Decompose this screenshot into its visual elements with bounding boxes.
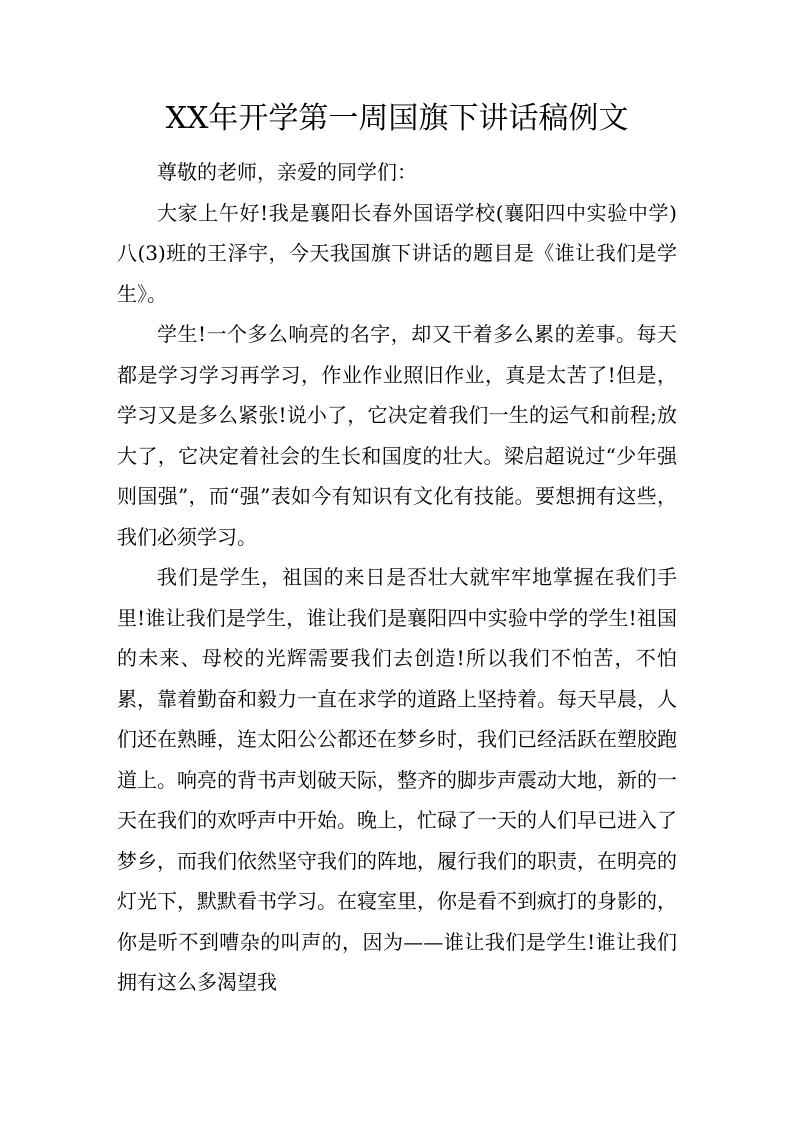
paragraph-greeting: 尊敬的老师，亲爱的同学们： (157, 160, 417, 184)
document-title: XX年开学第一周国旗下讲话稿例文 (165, 101, 629, 136)
paragraph-student-hardship: 学生!一个多么响亮的名字，却又干着多么累的差事。每天都是学习学习再学习，作业作业照旧作业，真是太苦了!但是，学习又是多么紧张!说小了，它决定着我们一生的运气和前程;放大了，它决定着社会的生长和国度的壮大。梁启超说过“少年强则国强”，而“强”表如今有知识有文化有技能。要想拥有这些，我们必须学习。 (117, 322, 677, 549)
paragraph-student-duty: 我们是学生，祖国的来日是否壮大就牢牢地掌握在我们手里!谁让我们是学生，谁让我们是襄阳四中实验中学的学生!祖国的未来、母校的光辉需要我们去创造!所以我们不怕苦，不怕累，靠着勤奋和毅力一直在求学的道路上坚持着。每天早晨，人们还在熟睡，连太阳公公都还在梦乡时，我们已经活跃在塑胶跑道上。响亮的背书声划破天际，整齐的脚步声震动大地，新的一天在我们的欢呼声中开始。晚上，忙碌了一天的人们早已进入了梦乡，而我们依然坚守我们的阵地，履行我们的职责，在明亮的灯光下，默默看书学习。在寝室里，你是看不到疯打的身影的，你是听不到嘈杂的叫声的，因为——谁让我们是学生!谁让我们拥有这么多渴望我 (117, 565, 677, 994)
document-body (117, 152, 677, 1003)
paragraph-introduction: 大家上午好!我是襄阳长春外国语学校(襄阳四中实验中学)八(3)班的王泽宇，今天我国旗下讲话的题目是《谁让我们是学生》。 (117, 200, 677, 306)
